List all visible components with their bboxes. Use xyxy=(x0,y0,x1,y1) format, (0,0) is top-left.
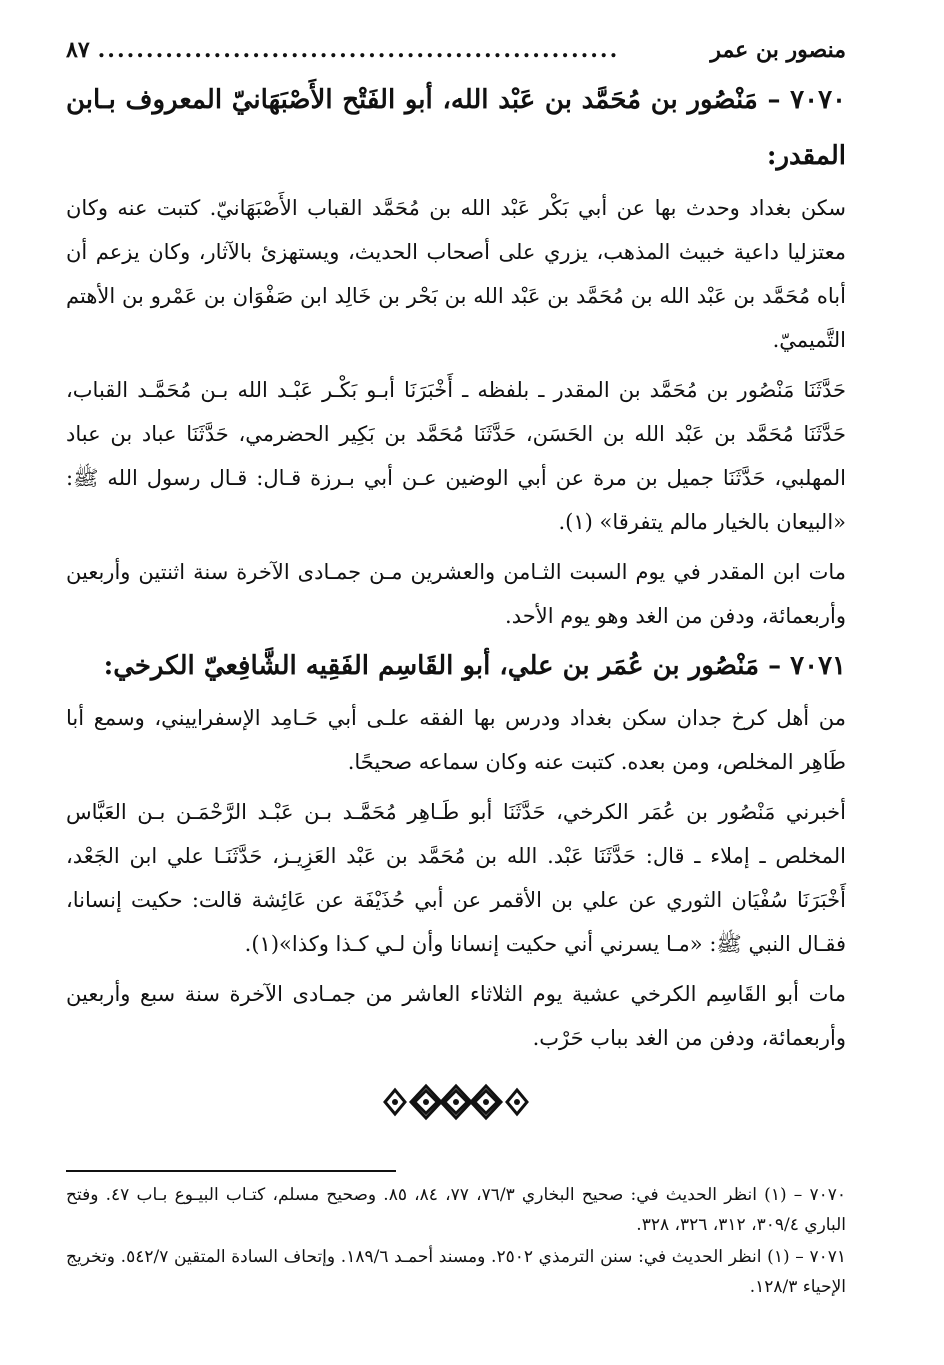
footnotes xyxy=(66,1180,846,1304)
footnote-area xyxy=(66,0,846,1365)
entry-7071-hadith: أخبرني مَنْصُور بن عُمَر الكرخي، حَدَّثَنَا أبو طَـاهِر مُحَمَّـد بـن عَبْـد الرَّحْمَـن بـن العَبَّاس المخلص ـ إملاء ـ قال: حَدَّثَنَا عَبْد. الله بن مُحَمَّد بن عَبْد العَزِيـز، حَدَّثَنَـا علي ابن الجَعْد، أَخْبَرَنَا سُفْيَان الثوري عن علي بن الأقمر عن أبي حُذَيْفَة عن عَائِشة قالت: حكيت إنسانا، فقـال النبي ﷺ: «مـا يسرني أني حكيت إنسانا وأن لـي كـذا وكذا»(١). xyxy=(66,800,846,956)
header-leader-dots: ...................................................... xyxy=(97,37,620,63)
entry-7071-biography: من أهل كرخ جدان سكن بغداد ودرس بها الفقه علـى أبي حَـامِد الإسفراييني، وسمع أبا طَاهِر المخلص، ومن بعده. كتبت عنه وكان سماعه صحيحًا. xyxy=(66,706,846,774)
footnote-7071: ٧٠٧١ – (١) انظر الحديث في: سنن الترمذي ٢٥٠٢. ومسند أحمـد ١٨٩/٦. وإتحاف السادة المتقين ٥٤٢/٧. وتخريج الإحياء ١٢٨/٣. xyxy=(66,1247,846,1297)
entry-7070-hadith: حَدَّثَنَا مَنْصُور بن مُحَمَّد بن المقدر ـ بلفظه ـ أَخْبَرَنَا أبـو بَكْـر عَبْـد الله بـن مُحَمَّـد القباب، حَدَّثَنَا مُحَمَّد بن عَبْد الله بن الحَسَن، حَدَّثَنَا مُحَمَّد بن بَكِير الحضرمي، حَدَّثَنَا عباد بن عباد المهلبي، حَدَّثَنَا جميل بن مرة عن أبي الوضين عـن أبي بـرزة قـال: قـال رسول الله ﷺ: «البيعان بالخيار مالم يتفرقا» (١). xyxy=(66,378,846,534)
footnote-7070: ٧٠٧٠ – (١) انظر الحديث في: صحيح البخاري ٧٦/٣، ٧٧، ٨٤، ٨٥. وصحيح مسلم، كتـاب البيـوع بـاب ٤٧. وفتح الباري ٣٠٩/٤، ٣١٢، ٣٢٦، ٣٢٨. xyxy=(66,1185,847,1235)
entry-7071-title: ٧٠٧١ – مَنْصُور بن عُمَر بن علي، أبو القَاسِم الفَقِيه الشَّافِعيّ الكرخي: xyxy=(103,651,846,681)
entry-7070-death: مات ابن المقدر في يوم السبت الثـامن والعشرين مـن جمـادى الآخرة سنة اثنتين وأربعين وأربعمائة، ودفن من الغد وهو يوم الأحد. xyxy=(66,560,846,628)
entry-7071-death: مات أبو القَاسِم الكرخي عشية يوم الثلاثاء العاشر من جمـادى الآخرة سنة سبع وأربعين وأربعمائة، ودفن من الغد بباب حَرْب. xyxy=(66,982,846,1050)
header-title: منصور بن عمر xyxy=(710,37,846,63)
footnote-separator xyxy=(66,1170,396,1172)
page-number: ٨٧ xyxy=(66,37,90,63)
entry-7070-title: ٧٠٧٠ – مَنْصُور بن مُحَمَّد بن عَبْد الله، أبو الفَتْح الأَصْبَهَانيّ المعروف بـابن المقدر: xyxy=(66,85,846,171)
entry-7070-biography: سكن بغداد وحدث بها عن أبي بَكْر عَبْد الله بن مُحَمَّد القباب الأَصْبَهَانيّ. كتبت عنه وكان معتزليا داعية خبيث المذهب، يزري على أصحاب الحديث، ويستهزئ بالآثار، وكان يزعم أن أباه مُحَمَّد بن عَبْد الله بن مُحَمَّد بن عَبْد الله بن بَحْر بن خَالِد ابن صَفْوَان بن عَمْرو بن الأهتم التَّميميّ. xyxy=(66,196,846,352)
